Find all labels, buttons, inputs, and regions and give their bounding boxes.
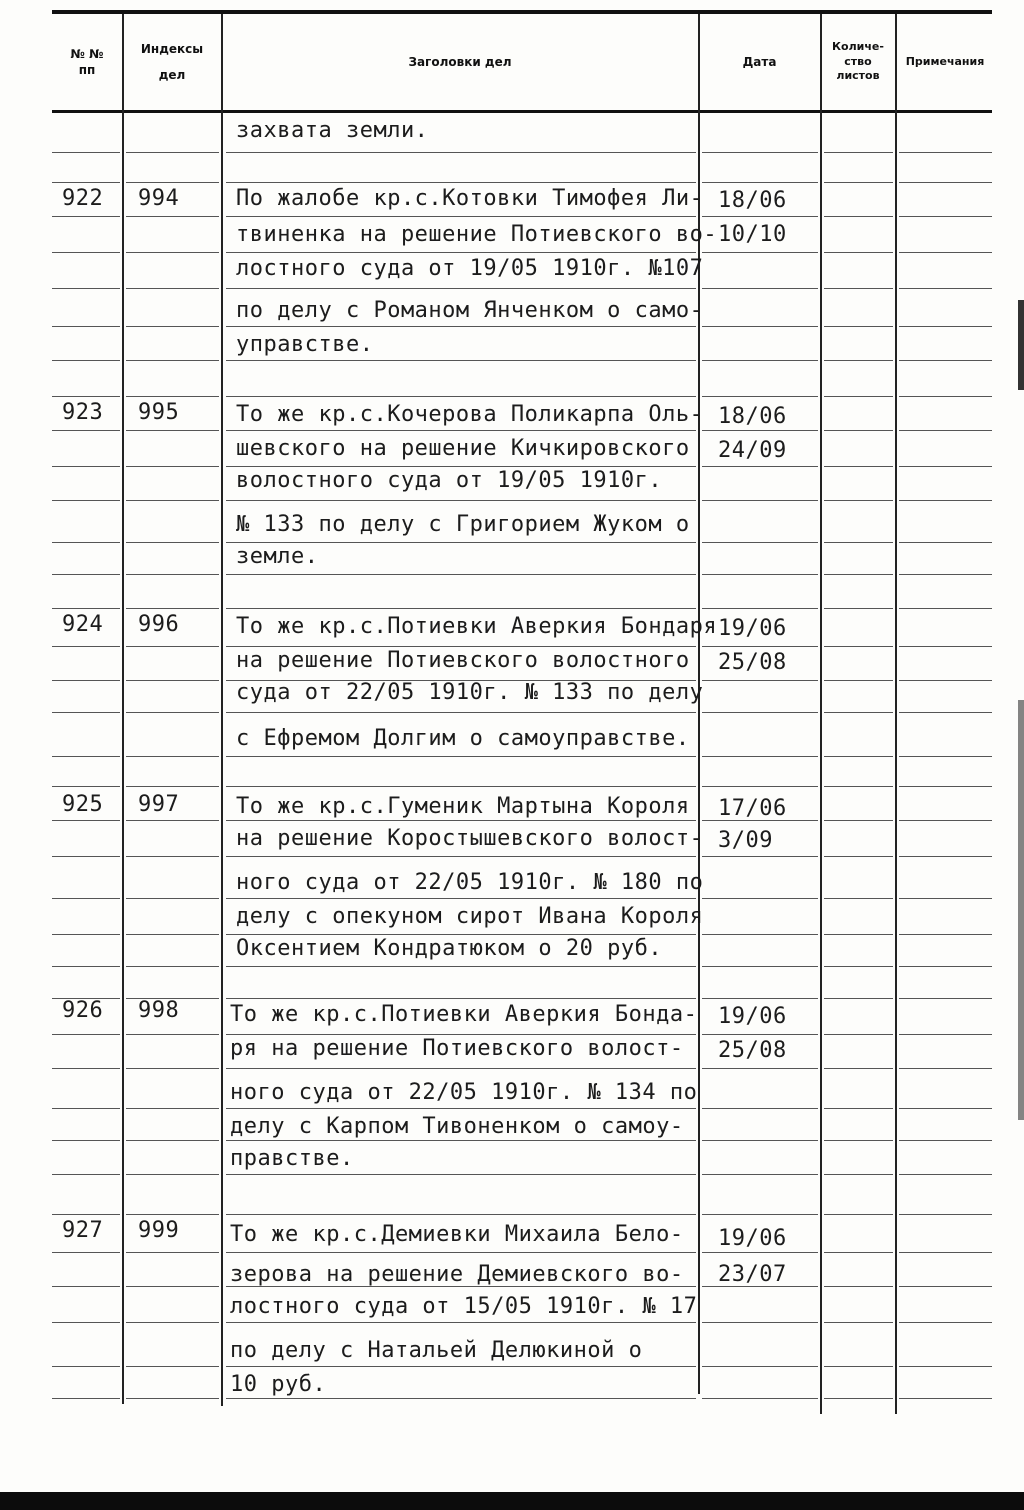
ruled-line [226,466,696,467]
entry-index: 994 [138,186,180,211]
ruled-line [52,1108,120,1109]
ruled-line [702,756,818,757]
ruled-line [702,1140,818,1141]
ruled-line [702,1366,818,1367]
ruled-line [702,466,818,467]
ruled-line [126,966,219,967]
ruled-line [226,182,696,183]
ruled-line [824,934,893,935]
entry-date-end: 25/08 [718,650,787,675]
entry-title-line: 10 руб. [230,1372,327,1397]
continuation-line: захвата земли. [236,118,429,143]
ruled-line [899,856,992,857]
ruled-line [702,542,818,543]
entry-date-end: 3/09 [718,828,773,853]
entry-title-line: лостного суда от 19/05 1910г. №107 [236,256,704,281]
ruled-line [899,1214,992,1215]
ruled-line [899,1398,992,1399]
ruled-line [126,360,219,361]
ruled-line [52,288,120,289]
ruled-line [126,608,219,609]
entry-date-start: 19/06 [718,616,787,641]
ruled-line [899,252,992,253]
column-divider [122,14,124,1404]
entry-date-start: 19/06 [718,1226,787,1251]
entry-date-start: 19/06 [718,1004,787,1029]
ruled-line [52,1252,120,1253]
ruled-line [126,820,219,821]
entry-index: 997 [138,792,180,817]
ruled-line [702,998,818,999]
ruled-line [52,1286,120,1287]
ruled-line [899,360,992,361]
ruled-line [126,326,219,327]
ruled-line [824,786,893,787]
ruled-line [52,1034,120,1035]
ruled-line [899,966,992,967]
ruled-line [126,1286,219,1287]
ruled-line [702,1214,818,1215]
ruled-line [126,1322,219,1323]
ruled-line [52,966,120,967]
entry-number: 927 [62,1218,104,1243]
ruled-line [702,360,818,361]
entry-date-start: 17/06 [718,796,787,821]
ruled-line [824,360,893,361]
entry-title-line: Оксентием Кондратюком о 20 руб. [236,936,663,961]
ruled-line [899,608,992,609]
entry-title-line: земле. [236,544,319,569]
ruled-line [824,646,893,647]
ruled-line [126,786,219,787]
ruled-line [899,288,992,289]
ruled-line [824,574,893,575]
ruled-line [899,820,992,821]
header-title: Заголовки дел [408,54,512,69]
ruled-line [824,998,893,999]
entry-title-line: То же кр.с.Кочерова Поликарпа Оль- [236,402,704,427]
ruled-line [52,216,120,217]
entry-date-end: 23/07 [718,1262,787,1287]
ruled-line [702,396,818,397]
ruled-line [702,1174,818,1175]
entry-title-line: То же кр.с.Демиевки Михаила Бело- [230,1222,684,1247]
ruled-line [824,680,893,681]
ruled-line [226,898,696,899]
ruled-line [226,216,696,217]
header-date: Дата [742,54,777,69]
entry-date-end: 10/10 [718,222,787,247]
column-divider [895,14,897,1414]
ruled-line [226,288,696,289]
ruled-line [702,680,818,681]
ruled-line [52,786,120,787]
ruled-line [126,288,219,289]
ruled-line [899,574,992,575]
ruled-line [52,1214,120,1215]
ruled-line [899,1366,992,1367]
ruled-line [126,856,219,857]
ruled-line [226,1398,696,1399]
ruled-line [702,856,818,857]
entry-title-line: с Ефремом Долгим о самоуправстве. [236,726,690,751]
ruled-line [52,152,120,153]
ruled-line [824,1322,893,1323]
ruled-line [824,608,893,609]
ruled-line [126,500,219,501]
entry-number: 924 [62,612,104,637]
ruled-line [52,1322,120,1323]
entry-title-line: То же кр.с.Потиевки Аверкия Бонда- [230,1002,698,1027]
entry-title-line: на решение Потиевского волостного [236,648,690,673]
ruled-line [899,934,992,935]
ruled-line [899,500,992,501]
ruled-line [52,646,120,647]
ruled-line [899,216,992,217]
entry-date-start: 18/06 [718,404,787,429]
entry-title-line: По жалобе кр.с.Котовки Тимофея Ли- [236,186,704,211]
entry-title-line: делу с Карпом Тивоненком о самоу- [230,1114,684,1139]
ruled-line [226,542,696,543]
ruled-line [702,152,818,153]
entry-title-line: То же кр.с.Потиевки Аверкия Бондаря [236,614,718,639]
ruled-line [899,786,992,787]
ruled-line [824,756,893,757]
ruled-line [226,1214,696,1215]
entry-date-start: 18/06 [718,188,787,213]
ruled-line [824,1034,893,1035]
ruled-line [126,574,219,575]
ruled-line [824,182,893,183]
ruled-line [824,152,893,153]
ruled-line [126,1068,219,1069]
ruled-line [52,1068,120,1069]
ruled-line [52,430,120,431]
ruled-line [899,152,992,153]
ruled-line [226,856,696,857]
ruled-line [702,966,818,967]
entry-title-line: № 133 по делу с Григорием Жуком о [236,512,690,537]
entry-title-line: зерова на решение Демиевского во- [230,1262,684,1287]
ruled-line [702,934,818,935]
ruled-line [899,1286,992,1287]
ruled-line [126,542,219,543]
ruled-line [899,430,992,431]
ruled-line [126,1108,219,1109]
entry-number: 925 [62,792,104,817]
ruled-line [824,430,893,431]
ruled-line [899,898,992,899]
ruled-line [52,934,120,935]
ruled-line [824,898,893,899]
ruled-line [52,252,120,253]
ruled-line [52,360,120,361]
ruled-line [702,288,818,289]
ruled-line [702,1322,818,1323]
ruled-line [824,500,893,501]
ruled-line [226,646,696,647]
ruled-line [824,1214,893,1215]
ruled-line [824,326,893,327]
ruled-line [824,1068,893,1069]
ruled-line [226,1034,696,1035]
ruled-line [702,712,818,713]
ruled-line [824,1108,893,1109]
ruled-line [899,1322,992,1323]
ruled-line [52,466,120,467]
entry-title-line: волостного суда от 19/05 1910г. [236,468,663,493]
ruled-line [226,396,696,397]
ruled-line [702,252,818,253]
ruled-line [52,396,120,397]
ruled-line [226,998,696,999]
ruled-line [226,1174,696,1175]
ruled-line [702,1034,818,1035]
entry-date-end: 24/09 [718,438,787,463]
entry-title-line: То же кр.с.Гуменик Мартына Короля [236,794,690,819]
ruled-line [126,1034,219,1035]
ruled-line [52,898,120,899]
entry-date-end: 25/08 [718,1038,787,1063]
ruled-line [226,360,696,361]
ruled-line [824,856,893,857]
column-divider [221,14,223,1406]
ruled-line [226,756,696,757]
entry-number: 922 [62,186,104,211]
entry-title-line: по делу с Натальей Делюкиной о [230,1338,643,1363]
ruled-line [824,1398,893,1399]
ruled-line [899,1068,992,1069]
ruled-line [702,1108,818,1109]
ruled-line [226,574,696,575]
ruled-line [899,1140,992,1141]
ruled-line [126,466,219,467]
ruled-line [899,1108,992,1109]
entry-title-line: ного суда от 22/05 1910г. № 180 по [236,870,704,895]
ruled-line [702,574,818,575]
ruled-line [899,1034,992,1035]
ruled-line [126,898,219,899]
ruled-line [702,1398,818,1399]
entry-title-line: на решение Коростышевского волост- [236,826,704,851]
ruled-line [824,1286,893,1287]
ruled-line [824,466,893,467]
entry-title-line: делу с опекуном сирот Ивана Короля [236,904,704,929]
ruled-line [126,934,219,935]
ruled-line [702,646,818,647]
ruled-line [226,1108,696,1109]
entry-title-line: ря на решение Потиевского волост- [230,1036,684,1061]
ruled-line [52,1398,120,1399]
header-sheet-count: Количе- ство листов [832,39,884,83]
ruled-line [226,152,696,153]
ruled-line [702,182,818,183]
ruled-line [899,998,992,999]
ruled-line [226,1140,696,1141]
ruled-line [824,216,893,217]
entry-title-line: твиненка на решение Потиевского во- [236,222,718,247]
ruled-line [52,680,120,681]
ruled-line [226,252,696,253]
ruled-line [702,430,818,431]
ruled-line [702,216,818,217]
ruled-line [52,1174,120,1175]
entry-title-line: правстве. [230,1146,354,1171]
header-notes: Примечания [905,54,985,68]
ruled-line [899,646,992,647]
ruled-line [126,1140,219,1141]
ruled-line [824,1140,893,1141]
header-index: Индексы дел [140,41,204,82]
ruled-line [126,712,219,713]
ruled-line [126,756,219,757]
ruled-line [824,820,893,821]
ruled-line [824,288,893,289]
entry-title-line: ного суда от 22/05 1910г. № 134 по [230,1080,698,1105]
ruled-line [126,1252,219,1253]
ruled-line [52,500,120,501]
ruled-line [899,1174,992,1175]
entry-title-line: суда от 22/05 1910г. № 133 по делу [236,680,704,705]
entry-index: 999 [138,1218,180,1243]
header-bottom-rule [52,110,992,113]
entry-number: 923 [62,400,104,425]
ruled-line [899,712,992,713]
ruled-line [126,1214,219,1215]
entry-title-line: управстве. [236,332,374,357]
ruled-line [52,756,120,757]
ruled-line [126,182,219,183]
entry-number: 926 [62,998,104,1023]
ruled-line [824,1174,893,1175]
ruled-line [52,542,120,543]
ruled-line [899,542,992,543]
ruled-line [126,252,219,253]
ruled-line [702,898,818,899]
scan-bottom-border [0,1492,1024,1510]
ruled-line [226,1068,696,1069]
ruled-line [126,430,219,431]
ruled-line [52,574,120,575]
ruled-line [52,820,120,821]
ruled-line [52,712,120,713]
ruled-line [824,252,893,253]
column-divider [820,14,822,1414]
ruled-line [899,1252,992,1253]
ruled-line [824,1366,893,1367]
ruled-line [52,856,120,857]
ruled-line [126,1366,219,1367]
ruled-line [126,680,219,681]
ruled-line [899,756,992,757]
ruled-line [226,786,696,787]
scan-edge-shadow [1018,700,1024,1120]
ruled-line [226,326,696,327]
ruled-line [226,1366,696,1367]
ruled-line [899,182,992,183]
ruled-line [899,466,992,467]
ruled-line [126,216,219,217]
ruled-line [824,712,893,713]
ruled-line [899,326,992,327]
ruled-line [126,396,219,397]
entry-title-line: по делу с Романом Янченком о само- [236,298,704,323]
ruled-line [702,500,818,501]
ruled-line [824,1252,893,1253]
ruled-line [226,1252,696,1253]
ruled-line [52,182,120,183]
ruled-line [126,1398,219,1399]
scan-edge-shadow [1018,300,1024,390]
entry-index: 996 [138,612,180,637]
header-number: № № пп [70,46,104,77]
ruled-line [226,712,696,713]
ruled-line [702,786,818,787]
ruled-line [226,500,696,501]
ruled-line [702,1252,818,1253]
ruled-line [226,608,696,609]
ruled-line [824,966,893,967]
ruled-line [899,680,992,681]
ruled-line [52,1140,120,1141]
ruled-line [702,326,818,327]
entry-title-line: шевского на решение Кичкировского [236,436,690,461]
ruled-line [126,152,219,153]
ruled-line [824,396,893,397]
ruled-line [126,1174,219,1175]
ruled-line [52,608,120,609]
ruled-line [226,934,696,935]
ruled-line [702,608,818,609]
ruled-line [52,326,120,327]
ruled-line [226,1322,696,1323]
ruled-line [702,1068,818,1069]
ruled-line [226,430,696,431]
entry-index: 998 [138,998,180,1023]
ruled-line [824,542,893,543]
entry-index: 995 [138,400,180,425]
ruled-line [899,396,992,397]
ruled-line [52,1366,120,1367]
entry-title-line: лостного суда от 15/05 1910г. № 17 [230,1294,698,1319]
ruled-line [226,820,696,821]
ruled-line [126,646,219,647]
ruled-line [226,966,696,967]
